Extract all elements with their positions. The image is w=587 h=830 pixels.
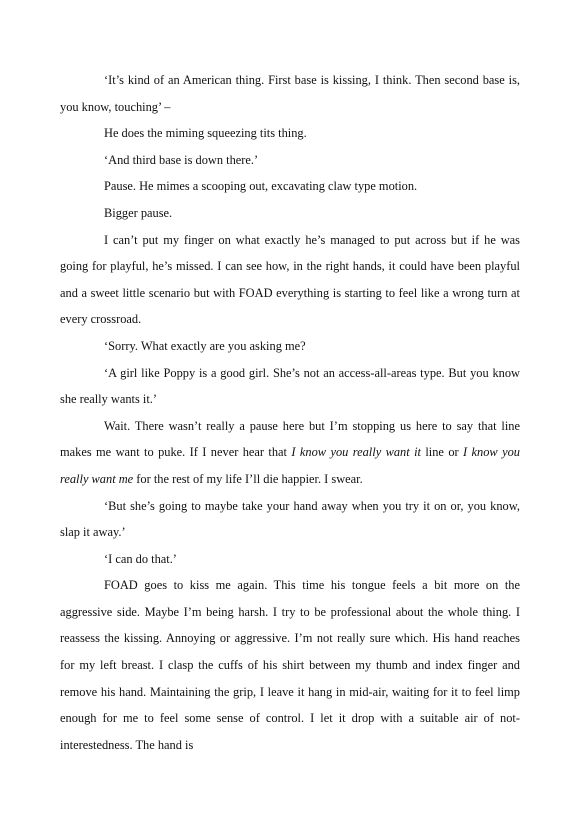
paragraph: [60, 67, 520, 120]
text-run: line or: [420, 445, 464, 460]
document-page: [60, 67, 520, 758]
text-run: for the rest of my life I’ll die happier. I swear.: [133, 471, 363, 486]
paragraph: [60, 413, 520, 493]
paragraph: [60, 333, 520, 360]
text-run: Wait. There wasn’t really a pause here but I’m stopping us here to say that line makes me want to puke. If I never hear that: [60, 418, 520, 460]
text-run: ‘But she’s going to maybe take your hand away when you try it on or, you know, slap it away.’: [60, 498, 520, 540]
text-run: ‘A girl like Poppy is a good girl. She’s not an access-all-areas type. But you know she really wants it.’: [60, 365, 520, 407]
document-body: [60, 67, 520, 758]
text-run: ‘It’s kind of an American thing. First base is kissing, I think. Then second base is, you know, touching’ –: [60, 73, 520, 114]
text-run: Bigger pause.: [104, 205, 173, 220]
paragraph: [60, 173, 520, 200]
text-run: Pause. He mimes a scooping out, excavating claw type motion.: [104, 179, 418, 194]
text-run: ‘And third base is down there.’: [104, 152, 259, 167]
paragraph: [60, 572, 520, 758]
paragraph: [60, 360, 520, 413]
paragraph: [60, 147, 520, 174]
paragraph: [60, 546, 520, 573]
text-run: ‘Sorry. What exactly are you asking me?: [104, 338, 306, 353]
text-run: He does the miming squeezing tits thing.: [104, 126, 307, 141]
text-run: I can’t put my finger on what exactly he’s managed to put across but if he was going for playful, he’s missed. I can see how, in the right hands, it could have been playful and a sweet little scenario but with FOAD everything is starting to feel like a wrong turn at every crossroad.: [60, 232, 520, 327]
paragraph: [60, 200, 520, 227]
paragraph: [60, 227, 520, 333]
paragraph: [60, 120, 520, 147]
italic-text: I know you really want it: [291, 445, 421, 460]
text-run: FOAD goes to kiss me again. This time his tongue feels a bit more on the aggressive side. Maybe I’m being harsh. I try to be professional about the whole thing. I reassess the kissing. Annoying or aggressive. I’m not really sure which. His hand reaches for my left breast. I clasp the cuffs of his shirt between my thumb and index finger and remove his hand. Maintaining the grip, I leave it hang in mid-air, waiting for it to feel limp enough for me to feel some sense of control. I let it drop with a suitable air of not-interestedness. The hand is: [60, 578, 520, 752]
paragraph: [60, 493, 520, 546]
italic-text: I know you really want me: [60, 445, 520, 486]
text-run: ‘I can do that.’: [104, 551, 177, 566]
